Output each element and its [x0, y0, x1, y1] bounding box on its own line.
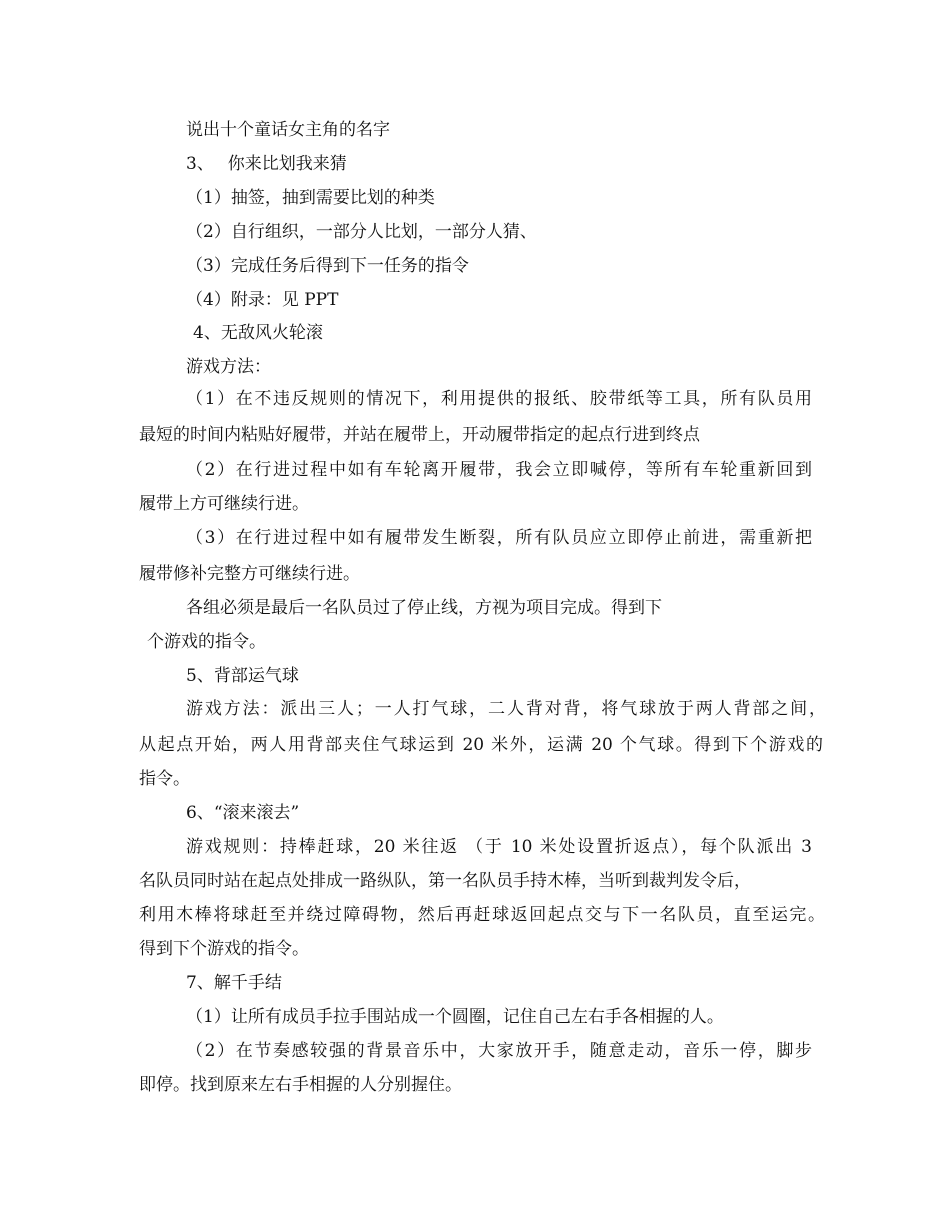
- text-line: 说出十个童话女主角的名字: [186, 120, 390, 140]
- paragraph-line: 履带修补完整方可继续行进。: [139, 564, 360, 584]
- paragraph-line: 个游戏的指令。: [147, 632, 266, 652]
- paragraph-line: 最短的时间内粘贴好履带，并站在履带上，开动履带指定的起点行进到终点: [139, 425, 700, 445]
- paragraph-line: （3）在行进过程中如有履带发生断裂，所有队员应立即停止前进，需重新把: [186, 528, 812, 548]
- paragraph-line: 即停。找到原来左右手相握的人分别握住。: [139, 1075, 462, 1095]
- list-item: （4）附录：见 PPT: [186, 290, 339, 310]
- list-item: （3）完成任务后得到下一任务的指令: [186, 256, 469, 276]
- paragraph-line: （2）在行进过程中如有车轮离开履带，我会立即喊停，等所有车轮重新回到: [186, 460, 812, 480]
- paragraph-line: 利用木棒将球赶至并绕过障碍物，然后再赶球返回起点交与下一名队员，直至运完。: [139, 905, 825, 925]
- paragraph-line: （1）在不违反规则的情况下，利用提供的报纸、胶带纸等工具，所有队员用: [186, 389, 812, 409]
- section-heading: 3、 你来比划我来猜: [186, 154, 347, 174]
- list-item: （1）抽签，抽到需要比划的种类: [186, 188, 435, 208]
- text-line: 游戏方法：: [186, 357, 271, 377]
- paragraph-line: 履带上方可继续行进。: [139, 494, 309, 514]
- paragraph-line: 指令。: [139, 769, 190, 789]
- section-heading: 5、背部运气球: [186, 666, 299, 686]
- section-heading: 6、“滚来滚去”: [186, 803, 300, 823]
- list-item: （1）让所有成员手拉手围站成一个圆圈，记住自己左右手各相握的人。: [186, 1007, 724, 1027]
- paragraph-line: 得到下个游戏的指令。: [139, 939, 309, 959]
- section-heading: 7、解千手结: [186, 973, 282, 993]
- paragraph-line: 名队员同时站在起点处排成一路纵队，第一名队员手持木棒，当听到裁判发令后，: [139, 871, 751, 891]
- paragraph-line: 从起点开始，两人用背部夹住气球运到 20 米外，运满 20 个气球。得到下个游戏的: [139, 735, 823, 755]
- section-heading: 4、无敌风火轮滚: [193, 323, 323, 343]
- paragraph-line: 各组必须是最后一名队员过了停止线，方视为项目完成。得到下: [186, 598, 662, 618]
- paragraph-line: 游戏规则：持棒赶球，20 米往返 （于 10 米处设置折返点），每个队派出 3: [186, 837, 812, 857]
- paragraph-line: （2）在节奏感较强的背景音乐中，大家放开手，随意走动，音乐一停，脚步: [186, 1041, 812, 1061]
- list-item: （2）自行组织，一部分人比划，一部分人猜、: [186, 222, 537, 242]
- paragraph-line: 游戏方法：派出三人；一人打气球，二人背对背，将气球放于两人背部之间，: [186, 699, 826, 719]
